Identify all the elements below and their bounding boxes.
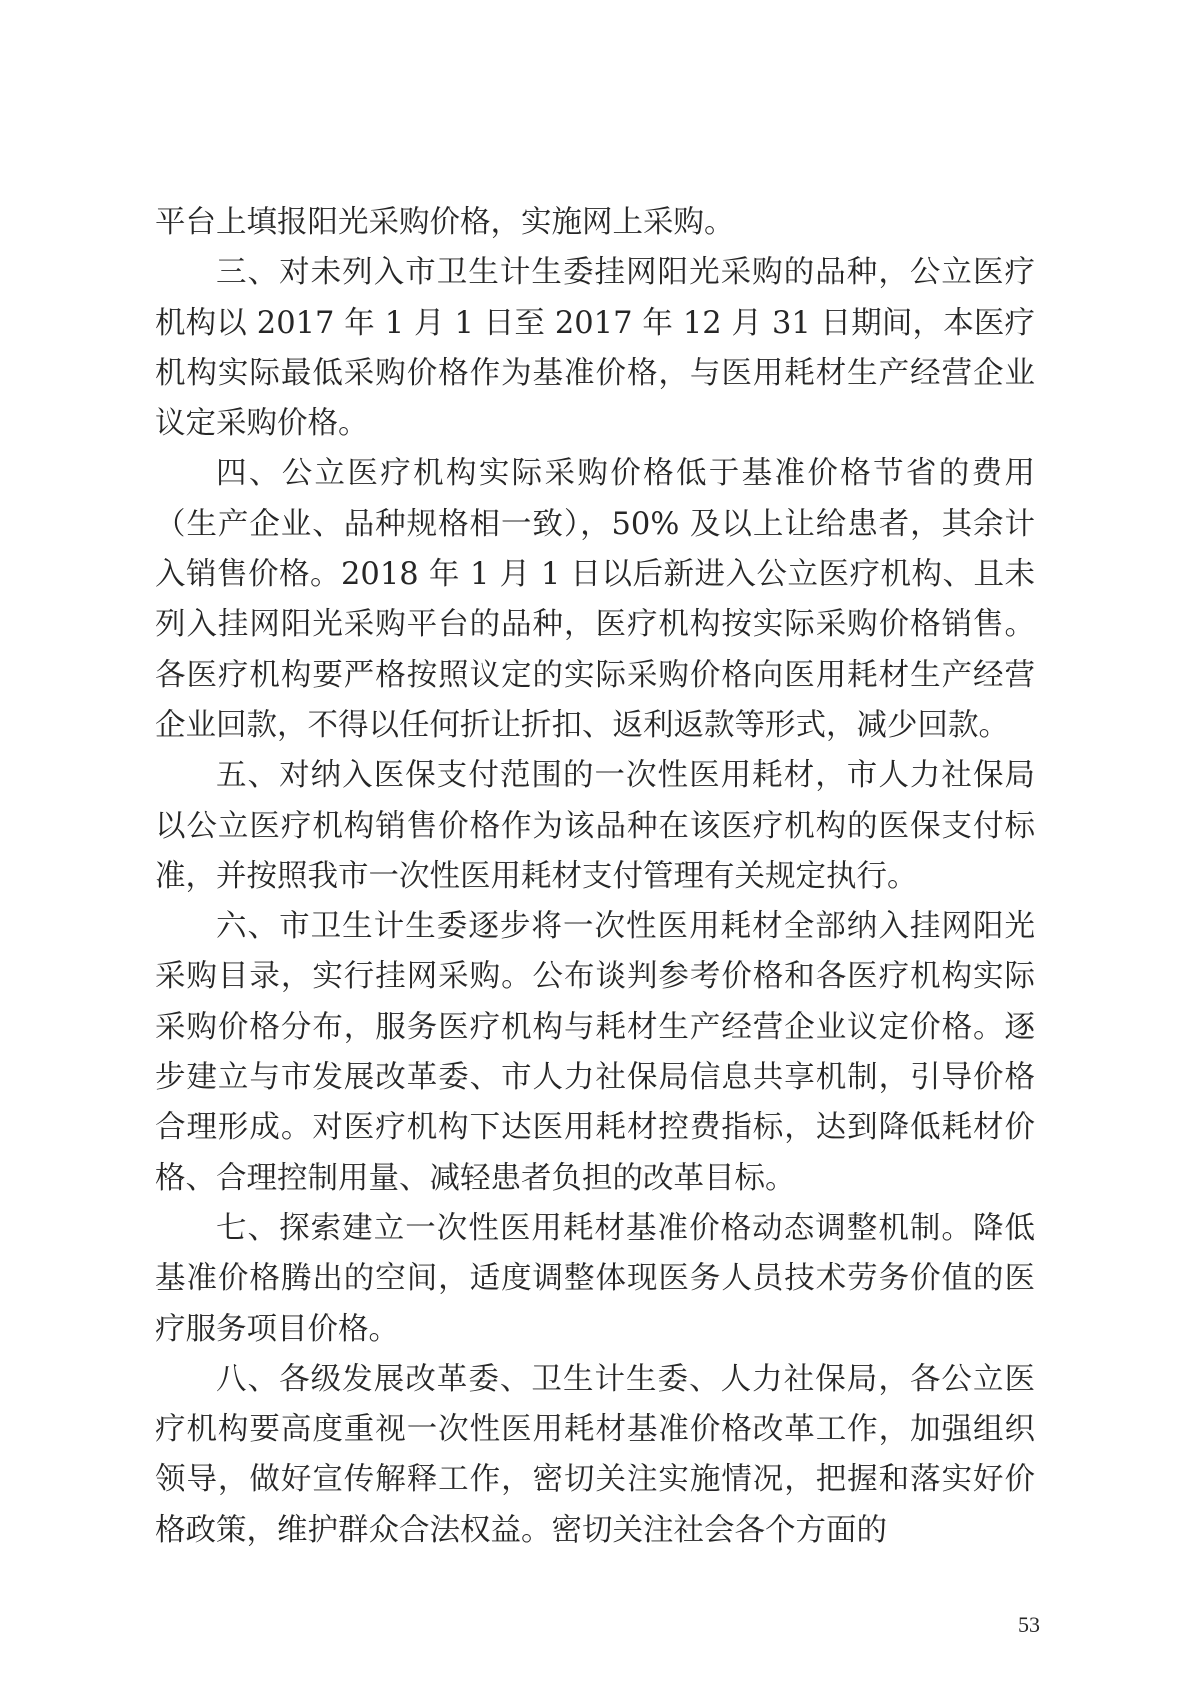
paragraph-continuation: 平台上填报阳光采购价格，实施网上采购。	[155, 205, 735, 240]
paragraph-item-3: 三、对未列入市卫生计生委挂网阳光采购的品种，公立医疗机构以 2017 年 1 月 1 日至 2017 年 12 月 31 日期间，本医疗机构实际最低采购价格作为基准价格，与医用耗材生产经营企业议定采购价格。	[155, 255, 1035, 442]
paragraph-item-8: 八、各级发展改革委、卫生计生委、人力社保局，各公立医疗机构要高度重视一次性医用耗材基准价格改革工作，加强组织领导，做好宣传解释工作，密切关注实施情况，把握和落实好价格政策，维护群众合法权益。密切关注社会各个方面的	[155, 1361, 1035, 1548]
paragraph-item-5: 五、对纳入医保支付范围的一次性医用耗材，市人力社保局以公立医疗机构销售价格作为该品种在该医疗机构的医保支付标准，并按照我市一次性医用耗材支付管理有关规定执行。	[155, 758, 1035, 894]
body-text	[155, 198, 1035, 1556]
paragraph-item-4: 四、公立医疗机构实际采购价格低于基准价格节省的费用（生产企业、品种规格相一致），50% 及以上让给患者，其余计入销售价格。2018 年 1 月 1 日以后新进入公立医疗机构、且未列入挂网阳光采购平台的品种，医疗机构按实际采购价格销售。各医疗机构要严格按照议定的实际采购价格向医用耗材生产经营企业回款，不得以任何折让折扣、返利返款等形式，减少回款。	[155, 456, 1035, 743]
paragraph-item-6: 六、市卫生计生委逐步将一次性医用耗材全部纳入挂网阳光采购目录，实行挂网采购。公布谈判参考价格和各医疗机构实际采购价格分布，服务医疗机构与耗材生产经营企业议定价格。逐步建立与市发展改革委、市人力社保局信息共享机制，引导价格合理形成。对医疗机构下达医用耗材控费指标，达到降低耗材价格、合理控制用量、减轻患者负担的改革目标。	[155, 909, 1035, 1196]
page-number: 53	[1018, 1612, 1040, 1637]
paragraph-item-7: 七、探索建立一次性医用耗材基准价格动态调整机制。降低基准价格腾出的空间，适度调整体现医务人员技术劳务价值的医疗服务项目价格。	[155, 1210, 1035, 1347]
